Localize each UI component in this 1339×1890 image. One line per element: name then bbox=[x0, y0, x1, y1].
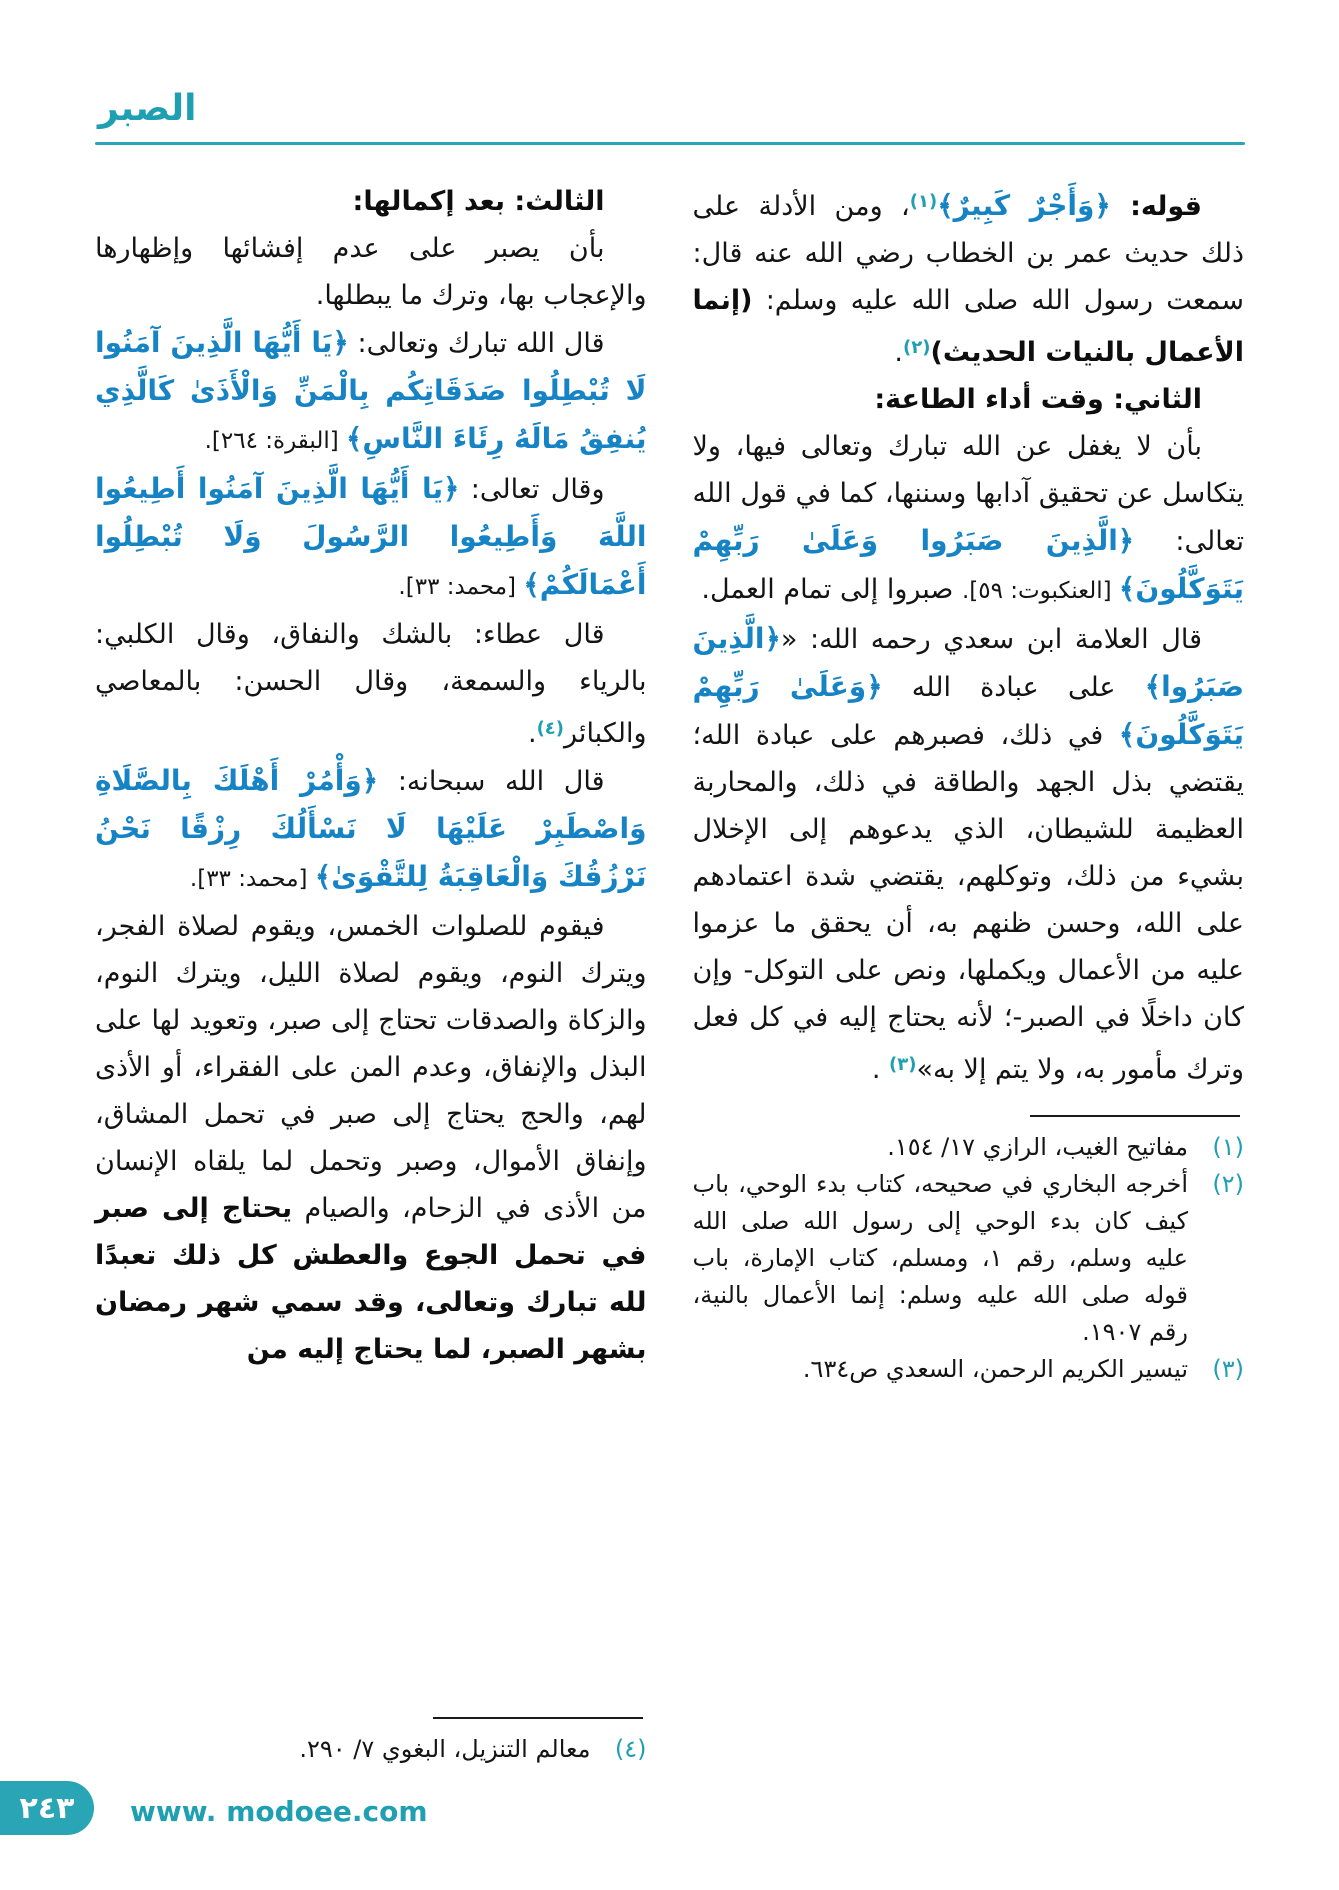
quran-verse: ﴿يَا أَيُّهَا الَّذِينَ آمَنُوا أَطِيعُوا اللَّهَ وَأَطِيعُوا الرَّسُولَ وَلَا تُبْطِلُوا أَعْمَالَكُمْ﴾ bbox=[95, 472, 647, 601]
paragraph bbox=[693, 178, 1245, 376]
paragraph bbox=[95, 611, 647, 757]
footnote-number: (٤) bbox=[614, 1735, 647, 1763]
footnote-separator bbox=[1030, 1115, 1240, 1117]
paragraph bbox=[95, 225, 647, 319]
surah-reference: [العنكبوت: ٥٩]. bbox=[961, 578, 1119, 604]
footnote-marker: (١) bbox=[909, 191, 938, 212]
quran-verse: ﴿الَّذِينَ صَبَرُوا﴾ bbox=[692, 622, 1244, 703]
footnote bbox=[693, 1166, 1245, 1351]
column-right bbox=[693, 178, 1245, 1768]
footnote bbox=[693, 1351, 1245, 1388]
footnote-marker: (٤) bbox=[536, 718, 565, 739]
footnote-marker: (٣) bbox=[889, 1054, 917, 1075]
body-text: قال العلامة ابن سعدي رحمه الله: « bbox=[780, 624, 1202, 655]
footnotes-left bbox=[95, 1717, 647, 1768]
column-left-text bbox=[95, 178, 647, 1373]
body-text: قال الله سبحانه: bbox=[378, 766, 605, 797]
body-text: بأن يصبر على عدم إفشائها وإظهارها والإعجاب بها، وترك ما يبطلها. bbox=[95, 233, 647, 311]
bold-text: قوله: bbox=[1110, 191, 1202, 222]
paragraph bbox=[95, 465, 647, 611]
bold-text: (إنما الأعمال بالنيات الحديث) bbox=[692, 285, 1244, 368]
body-text: . bbox=[527, 718, 537, 749]
bold-text: الثاني: وقت أداء الطاعة: bbox=[874, 384, 1202, 415]
bold-text: يحتاج إلى صبر في تحمل الجوع والعطش كل ذلك تعبدًا لله تبارك وتعالى، وقد سمي شهر رمضان بشهر الصبر، لما يحتاج إليه من bbox=[95, 1193, 647, 1365]
footnote-number: (١) bbox=[1212, 1133, 1244, 1161]
paragraph bbox=[95, 757, 647, 903]
footnote bbox=[95, 1731, 647, 1768]
bold-text: الثالث: بعد إكمالها: bbox=[352, 186, 605, 217]
page-header-title: الصبر bbox=[98, 88, 197, 129]
body-text: . bbox=[871, 1054, 889, 1085]
body-text: فيقوم للصلوات الخمس، ويقوم لصلاة الفجر، ويترك النوم، ويقوم لصلاة الليل، ويترك النوم، والزكاة والصدقات تحتاج إلى صبر، وتعويد لها على البذل والإنفاق، وعدم المن على الفقراء، أو الأذى لهم، والحج يحتاج إلى صبر في تحمل المشاق، وإنفاق الأموال، وصبر وتحمل لما يلقاه الإنسان من الأذى في الزحام، والصيام bbox=[95, 911, 647, 1224]
section-heading bbox=[95, 178, 647, 225]
quran-verse: ﴿الَّذِينَ صَبَرُوا وَعَلَىٰ رَبِّهِمْ يَتَوَكَّلُونَ﴾ bbox=[692, 524, 1244, 605]
paragraph bbox=[95, 903, 647, 1373]
column-left bbox=[95, 178, 647, 1768]
quran-verse: ﴿يَا أَيُّهَا الَّذِينَ آمَنُوا لَا تُبْطِلُوا صَدَقَاتِكُم بِالْمَنِّ وَالْأَذَىٰ كَالَّذِي يُنفِقُ مَالَهُ رِئَاءَ النَّاسِ﴾ bbox=[95, 326, 647, 455]
body-text: في ذلك، فصبرهم على عبادة الله؛ يقتضي بذل الجهد والطاقة في ذلك، والمحاربة العظيمة للشيطان، الذي يدعوهم إلى الإخلال بشيء من ذلك، وتوكلهم، يقتضي شدة اعتمادهم على الله، وحسن ظنهم به، أن يحقق ما عزموا عليه من الأعمال ويكملها، ونص على التوكل- وإن كان داخلًا في الصبر-؛ لأنه يحتاج إليه في كل فعل وترك مأمور به، ولا يتم إلا به» bbox=[692, 720, 1244, 1085]
footnote-number: (٣) bbox=[1212, 1355, 1244, 1383]
body-text: قال الله تبارك وتعالى: bbox=[348, 328, 605, 359]
body-text: وقال تعالى: bbox=[459, 474, 605, 505]
footnotes-left-list bbox=[95, 1731, 647, 1768]
footnote bbox=[693, 1129, 1245, 1166]
body-text: . bbox=[894, 337, 904, 368]
quran-verse: ﴿وَأَجْرٌ كَبِيرٌ﴾ bbox=[937, 189, 1111, 222]
page-number: ٢٤٣ bbox=[19, 1790, 75, 1826]
section-heading bbox=[693, 376, 1245, 423]
footnote-separator bbox=[433, 1717, 643, 1719]
surah-reference: [محمد: ٣٣]. bbox=[398, 574, 524, 600]
paragraph bbox=[95, 319, 647, 465]
body-text: ، ومن الأدلة على ذلك حديث عمر بن الخطاب رضي الله عنه قال: سمعت رسول الله صلى الله عليه وسلم: bbox=[692, 191, 1244, 316]
quran-verse: ﴿وَعَلَىٰ رَبِّهِمْ يَتَوَكَّلُونَ﴾ bbox=[692, 670, 1244, 751]
page-number-tab bbox=[0, 1781, 94, 1835]
footnote-text: مفاتيح الغيب، الرازي ١٧/ ١٥٤. bbox=[887, 1133, 1188, 1161]
body-text: بأن لا يغفل عن الله تبارك وتعالى فيها، ولا يتكاسل عن تحقيق آدابها وسننها، كما في قول الله تعالى: bbox=[692, 431, 1244, 557]
quran-verse: ﴿وَأْمُرْ أَهْلَكَ بِالصَّلَاةِ وَاصْطَبِرْ عَلَيْهَا لَا نَسْأَلُكَ رِزْقًا نَحْنُ نَرْزُقُكَ وَالْعَاقِبَةُ لِلتَّقْوَىٰ﴾ bbox=[95, 764, 647, 893]
page-content bbox=[95, 178, 1244, 1768]
footnotes-right-list bbox=[693, 1129, 1245, 1388]
footnote-text: أخرجه البخاري في صحيحه، كتاب بدء الوحي، باب كيف كان بدء الوحي إلى رسول الله صلى الله عليه وسلم، رقم ١، ومسلم، كتاب الإمارة، باب قوله صلى الله عليه وسلم: إنما الأعمال بالنية، رقم ١٩٠٧. bbox=[692, 1170, 1188, 1346]
column-right-text bbox=[693, 178, 1245, 1093]
footnote-number: (٢) bbox=[1212, 1170, 1244, 1198]
footnotes-right bbox=[693, 1115, 1245, 1388]
website-link: www. modoee.com bbox=[130, 1795, 428, 1828]
body-text: على عبادة الله bbox=[882, 672, 1145, 703]
paragraph bbox=[693, 423, 1245, 615]
surah-reference: [محمد: ٣٣]. bbox=[189, 866, 315, 892]
footnote-marker: (٢) bbox=[903, 337, 931, 358]
body-text: صبروا إلى تمام العمل. bbox=[701, 574, 962, 605]
header-rule bbox=[95, 142, 1245, 145]
surah-reference: [البقرة: ٢٦٤]. bbox=[204, 428, 347, 454]
footnote-text: معالم التنزيل، البغوي ٧/ ٢٩٠. bbox=[299, 1735, 591, 1763]
body-text: قال عطاء: بالشك والنفاق، وقال الكلبي: بالرياء والسمعة، وقال الحسن: بالمعاصي والكبائر bbox=[95, 619, 647, 749]
footnote-text: تيسير الكريم الرحمن، السعدي ص٦٣٤. bbox=[802, 1355, 1188, 1383]
paragraph bbox=[693, 615, 1245, 1093]
